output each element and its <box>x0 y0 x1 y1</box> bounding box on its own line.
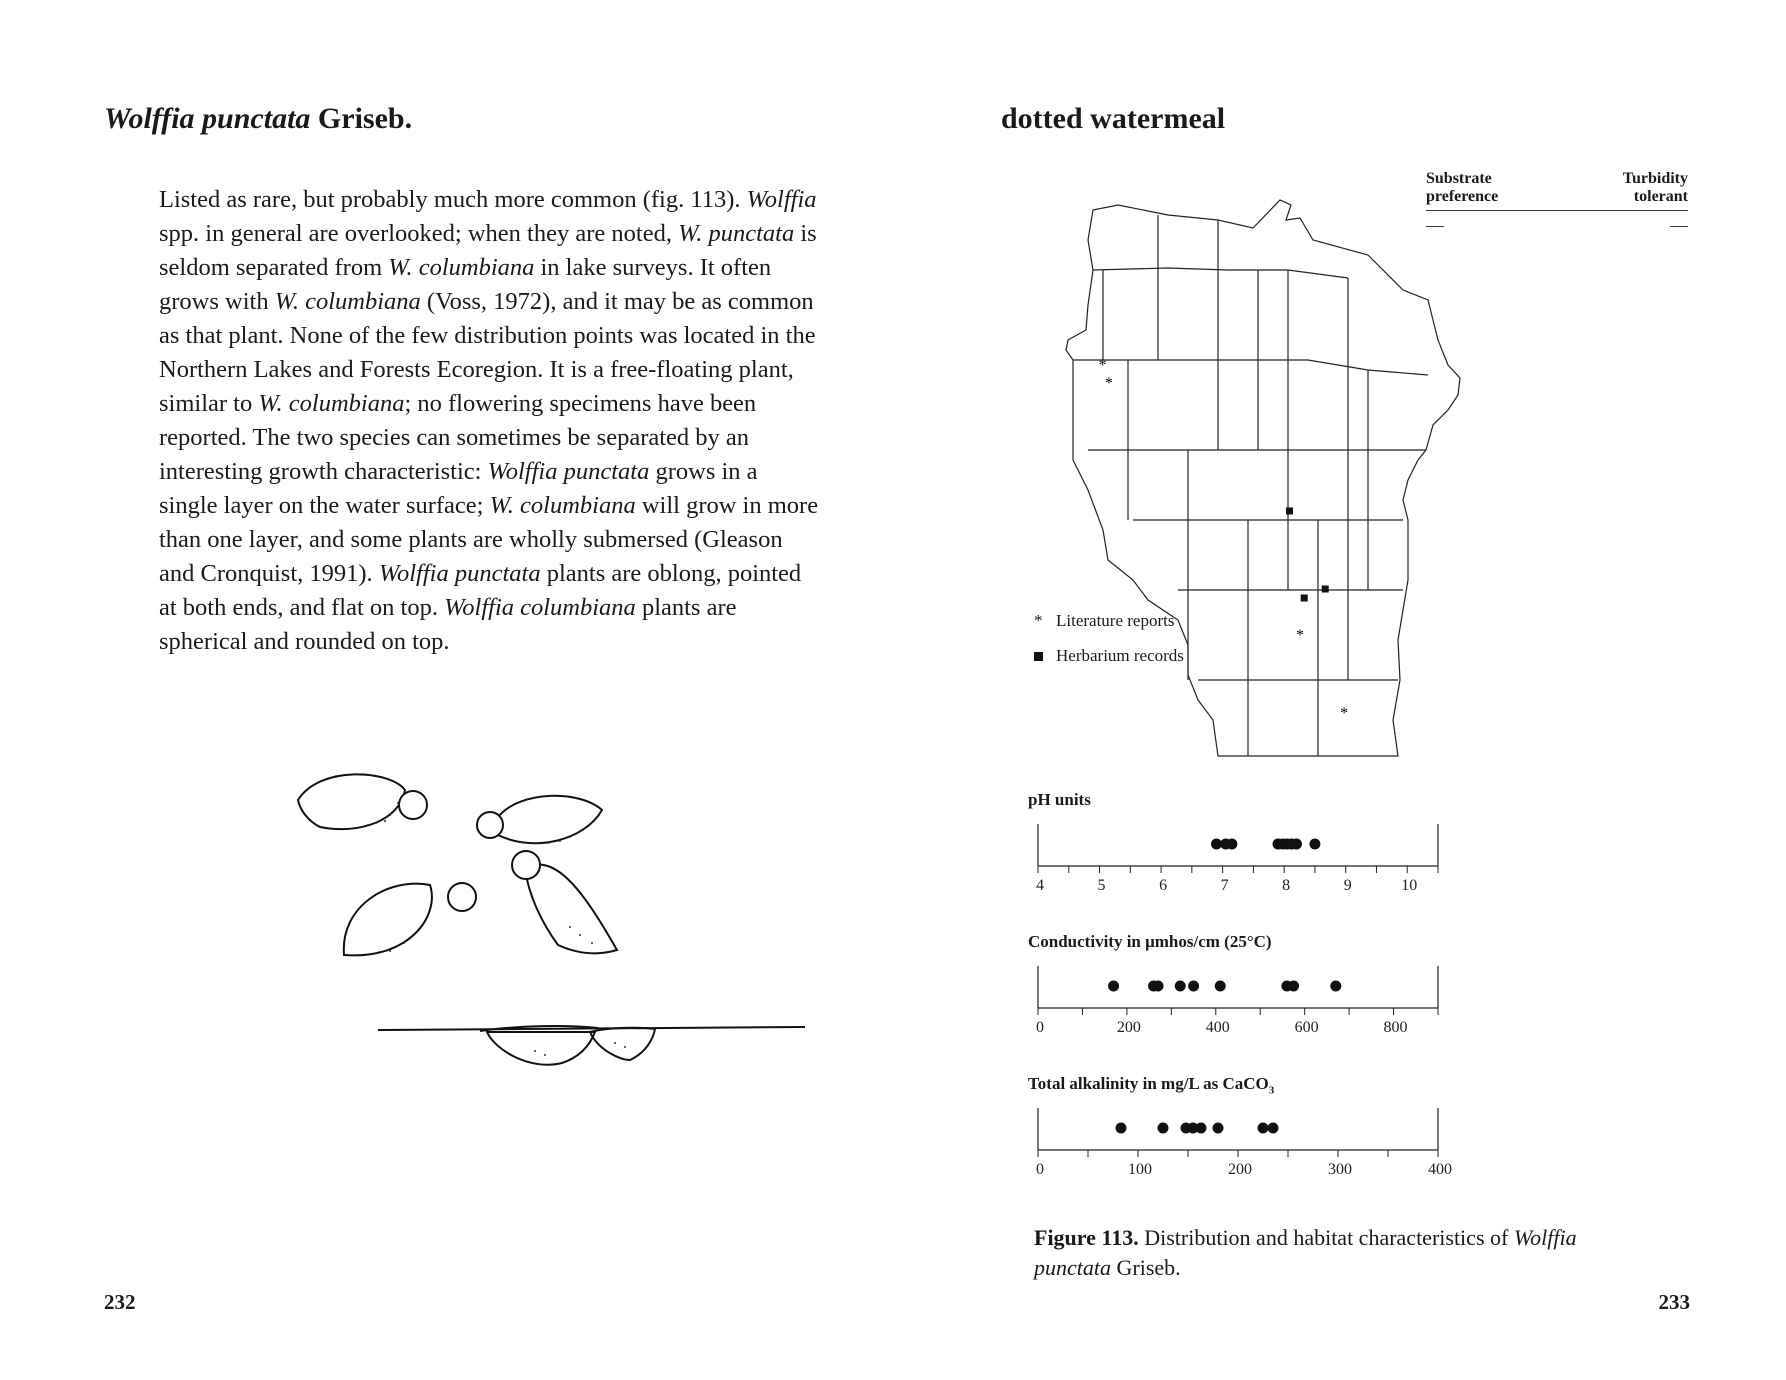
text-run: ; no flowering specimens have been reported. The two species can sometimes be separated by an interesting growth characteristic: <box>159 390 757 485</box>
tick-label: 6 <box>1159 877 1168 894</box>
italic-taxon: W. columbiana <box>489 492 636 519</box>
turbidity-tolerance-heading <box>1623 170 1688 206</box>
common-name: dotted watermeal <box>1001 102 1226 135</box>
ph-strip-plot <box>1028 814 1448 904</box>
literature-report-marker: * <box>1296 627 1304 644</box>
species-description <box>159 183 819 659</box>
tick-label: 10 <box>1401 877 1418 894</box>
italic-taxon: Wolffia punctata <box>487 458 650 485</box>
caption-author: Griseb. <box>1111 1255 1181 1280</box>
alkalinity-title-text: Total alkalinity in mg/L as CaCO <box>1028 1074 1269 1093</box>
data-point <box>1213 1123 1224 1134</box>
tick-label: 600 <box>1294 1019 1319 1036</box>
data-point <box>1153 981 1164 992</box>
substrate-heading-line1: Substrate <box>1426 170 1492 187</box>
alkalinity-strip-plot <box>1028 1098 1452 1188</box>
tick-label: 8 <box>1282 877 1291 894</box>
text-run: grows in a single layer on the water surface; <box>159 458 758 519</box>
italic-taxon: Wolffia <box>746 186 817 213</box>
text-run: in lake surveys. It often grows with <box>159 254 772 315</box>
ph-strip-title: pH units <box>1028 790 1091 809</box>
data-point <box>1330 981 1341 992</box>
data-point <box>1188 981 1199 992</box>
tick-label: 4 <box>1036 877 1044 894</box>
tick-label: 7 <box>1220 877 1229 894</box>
text-run: will grow in more than one layer, and some plants are wholly submersed (Gleason and Cronquist, 1991). <box>159 492 819 587</box>
text-run: spp. in general are overlooked; when they are noted, <box>159 220 679 247</box>
italic-taxon: W. punctata <box>678 220 795 247</box>
tick-label: 9 <box>1343 877 1352 894</box>
legend-literature-label: Literature reports <box>1056 610 1175 630</box>
data-point <box>1116 1123 1127 1134</box>
alkalinity-title-subscript: 3 <box>1268 1084 1275 1097</box>
page-number-right: 233 <box>1658 1290 1690 1314</box>
tick-label: 400 <box>1205 1019 1230 1036</box>
text-run: plants are spherical and rounded on top. <box>159 594 737 655</box>
italic-taxon: Wolffia punctata <box>378 560 541 587</box>
tick-label: 200 <box>1116 1019 1141 1036</box>
literature-report-marker: * <box>1098 357 1107 374</box>
tick-label: 0 <box>1036 1019 1044 1036</box>
herbarium-record-marker <box>1286 508 1293 515</box>
text-run: Listed as rare, but probably much more common (fig. 113). <box>159 186 747 213</box>
data-point <box>1215 981 1226 992</box>
turbidity-value: — <box>1670 215 1688 235</box>
turbidity-heading-line2: tolerant <box>1633 188 1688 205</box>
data-point <box>1309 839 1320 850</box>
turbidity-heading-line1: Turbidity <box>1622 170 1688 187</box>
asterisk-icon: * <box>1034 610 1043 630</box>
herbarium-record-marker <box>1322 586 1329 593</box>
tick-label: 300 <box>1328 1161 1352 1178</box>
legend-herbarium-label: Herbarium records <box>1056 645 1184 665</box>
tick-label: 800 <box>1383 1019 1408 1036</box>
text-run: is seldom separated from <box>159 220 817 281</box>
tick-label: 0 <box>1036 1161 1044 1178</box>
right-page <box>893 0 1786 1380</box>
literature-report-marker: * <box>1340 705 1349 722</box>
data-point <box>1196 1123 1207 1134</box>
figure-label: Figure 113. <box>1034 1225 1139 1250</box>
italic-taxon: W. columbiana <box>258 390 405 417</box>
caption-species: Wolffia punctata <box>1034 1225 1577 1280</box>
legend-herbarium <box>1034 638 1184 673</box>
italic-taxon: W. columbiana <box>274 288 421 315</box>
data-point <box>1291 839 1302 850</box>
tick-label: 100 <box>1128 1161 1152 1178</box>
data-point <box>1288 981 1299 992</box>
data-point <box>1226 839 1237 850</box>
data-point <box>1158 1123 1169 1134</box>
tick-label: 400 <box>1428 1161 1452 1178</box>
data-point <box>1108 981 1119 992</box>
italic-taxon: Wolffia columbiana <box>444 594 636 621</box>
square-icon <box>1034 646 1056 666</box>
map-legend <box>1034 603 1184 673</box>
alkalinity-strip-title <box>1028 1074 1274 1096</box>
description-paragraph <box>159 183 819 659</box>
text-run: plants are oblong, pointed at both ends, and flat on top. <box>159 560 802 621</box>
data-point <box>1268 1123 1279 1134</box>
conductivity-strip-plot <box>1028 956 1448 1046</box>
substrate-heading-line2: preference <box>1426 188 1499 205</box>
tick-label: 200 <box>1228 1161 1252 1178</box>
italic-taxon: W. columbiana <box>388 254 535 281</box>
data-point <box>1258 1123 1269 1134</box>
wolffia-illustration <box>280 755 820 1095</box>
substrate-value: — <box>1426 215 1444 235</box>
legend-literature <box>1034 603 1184 638</box>
herbarium-record-marker <box>1301 595 1308 602</box>
text-run: (Voss, 1972), and it may be as common as that plant. None of the few distribution points was located in the Northern Lakes and Forests Ecoregion. It is a free-floating plant, similar to <box>159 288 816 417</box>
species-title <box>104 102 412 136</box>
literature-report-marker: * <box>1104 375 1113 392</box>
data-point <box>1175 981 1186 992</box>
tick-label: 5 <box>1097 877 1106 894</box>
caption-text: Distribution and habitat characteristics of <box>1138 1225 1514 1250</box>
species-name: Wolffia punctata <box>104 102 311 135</box>
figure-caption <box>1034 1223 1644 1283</box>
species-author: Griseb. <box>317 102 413 135</box>
conductivity-strip-title: Conductivity in μmhos/cm (25°C) <box>1028 932 1272 951</box>
page-number-left: 232 <box>104 1290 136 1314</box>
